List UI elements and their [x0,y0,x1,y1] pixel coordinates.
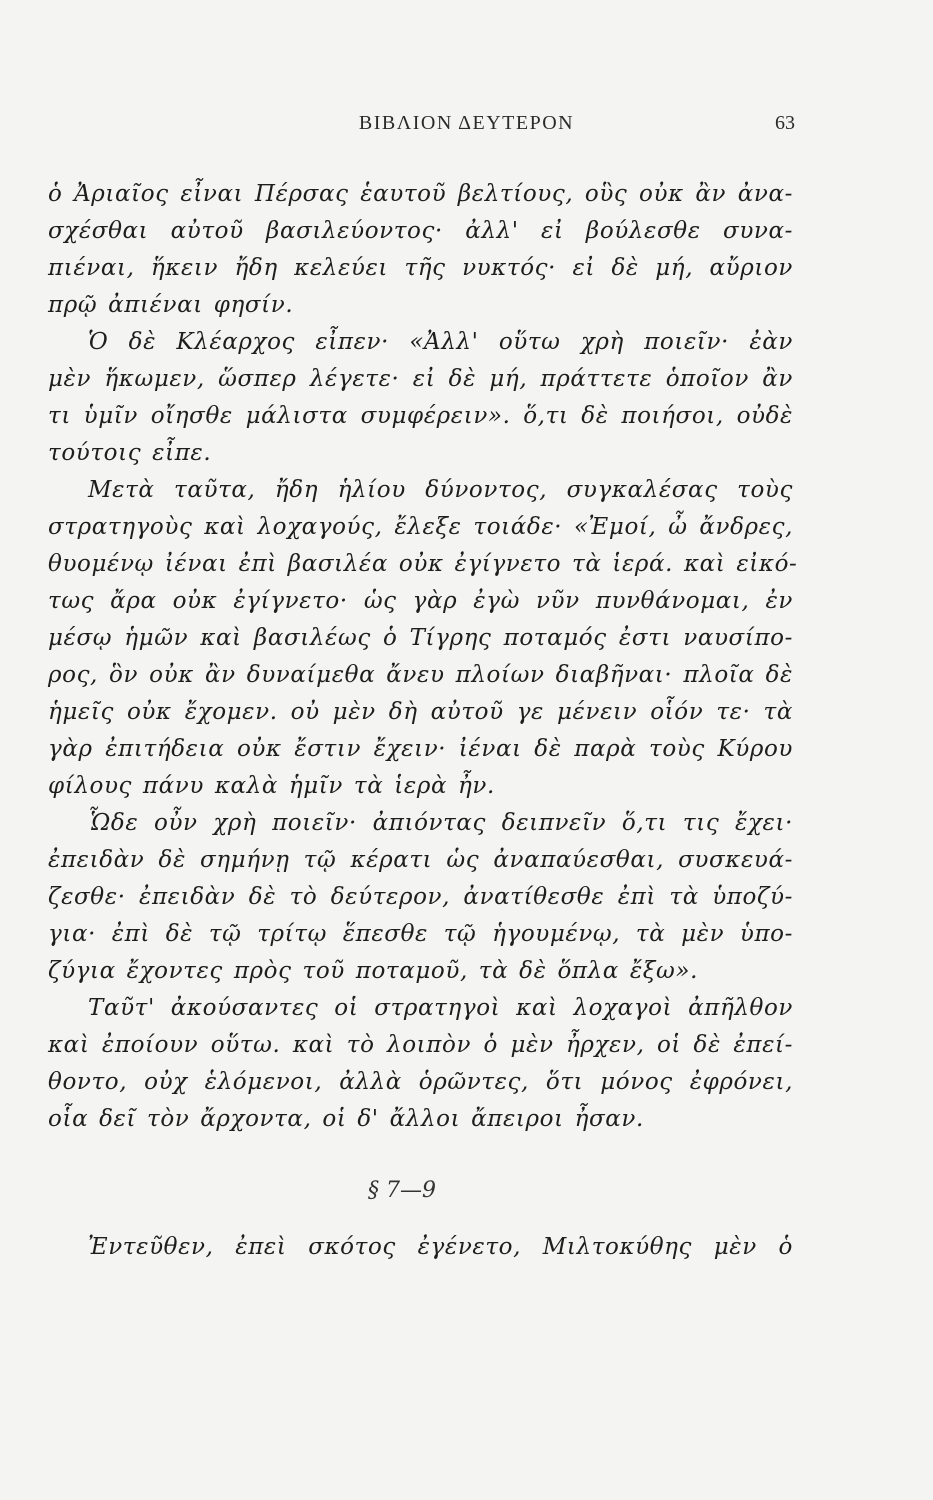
text-line: ἡμεῖς οὐκ ἔχομεν. οὐ μὲν δὴ αὐτοῦ γε μένειν οἷόν τε· τὰ [48,699,793,725]
page-number: 63 [775,112,795,134]
text-line: Ταῦτ' ἀκούσαντες οἱ στρατηγοὶ καὶ λοχαγοὶ ἀπῆλθον [88,995,793,1021]
text-line: Ὁ δὲ Κλέαρχος εἶπεν· «Ἀλλ' οὕτω χρὴ ποιεῖν· ἐὰν [88,329,793,355]
text-line: Ὧδε οὖν χρὴ ποιεῖν· ἀπιόντας δειπνεῖν ὅ,τι τις ἔχει· [88,810,793,836]
text-line: θοντο, οὐχ ἑλόμενοι, ἀλλὰ ὁρῶντες, ὅτι μόνος ἐφρόνει, [48,1069,793,1095]
running-title: ΒΙΒΛΙΟΝ ΔΕΥΤΕΡΟΝ [358,112,575,134]
text-line: σχέσθαι αὐτοῦ βασιλεύοντος· ἀλλ' εἰ βούλεσθε συνα- [48,218,793,244]
text-line: ὁ Ἀριαῖος εἶναι Πέρσας ἑαυτοῦ βελτίους, οὓς οὐκ ἂν ἀνα- [48,181,793,207]
text-line: θυομένῳ ἰέναι ἐπὶ βασιλέα οὐκ ἐγίγνετο τὰ ἱερά. καὶ εἰκό- [48,551,798,577]
text-block [48,176,798,1266]
text-line: καὶ ἐποίουν οὕτω. καὶ τὸ λοιπὸν ὁ μὲν ἦρχεν, οἱ δὲ ἐπεί- [48,1032,793,1058]
text-line: φίλους πάνυ καλὰ ἡμῖν τὰ ἱερὰ ἦν. [48,773,495,799]
text-line: στρατηγοὺς καὶ λοχαγούς, ἔλεξε τοιάδε· «Ἐμοί, ὦ ἄνδρες, [48,514,793,540]
text-line: Ἐντεῦθεν, ἐπεὶ σκότος ἐγένετο, Μιλτοκύθης μὲν ὁ [88,1234,793,1260]
text-line: μὲν ἥκωμεν, ὥσπερ λέγετε· εἰ δὲ μή, πράττετε ὁποῖον ἂν [48,366,793,392]
text-line: πρῷ ἀπιέναι φησίν. [48,292,294,318]
text-line: ζεσθε· ἐπειδὰν δὲ τὸ δεύτερον, ἀνατίθεσθε ἐπὶ τὰ ὑποζύ- [48,884,793,910]
text-line: τούτοις εἶπε. [48,440,212,466]
text-line: ζύγια ἔχοντες πρὸς τοῦ ποταμοῦ, τὰ δὲ ὅπλα ἔξω». [48,958,698,984]
text-line: για· ἐπὶ δὲ τῷ τρίτῳ ἕπεσθε τῷ ἡγουμένῳ, τὰ μὲν ὑπο- [48,921,793,947]
text-line: οἷα δεῖ τὸν ἄρχοντα, οἱ δ' ἄλλοι ἄπειροι ἦσαν. [48,1106,644,1132]
running-head [0,112,933,142]
text-line: τι ὑμῖν οἴησθε μάλιστα συμφέρειν». ὅ,τι δὲ ποιήσοι, οὐδὲ [48,403,793,429]
text-line: γὰρ ἐπιτήδεια οὐκ ἔστιν ἔχειν· ἰέναι δὲ παρὰ τοὺς Κύρου [48,736,793,762]
section-heading: § 7—9 [368,1178,436,1203]
text-line: μέσῳ ἡμῶν καὶ βασιλέως ὁ Τίγρης ποταμός ἐστι ναυσίπο- [48,625,793,651]
text-line: ἐπειδὰν δὲ σημήνῃ τῷ κέρατι ὡς ἀναπαύεσθαι, συσκευά- [48,847,793,873]
text-line: τως ἄρα οὐκ ἐγίγνετο· ὡς γὰρ ἐγὼ νῦν πυνθάνομαι, ἐν [48,588,793,614]
text-line: πιέναι, ἥκειν ἤδη κελεύει τῆς νυκτός· εἰ δὲ μή, αὔριον [48,255,793,281]
text-line: Μετὰ ταῦτα, ἤδη ἡλίου δύνοντος, συγκαλέσας τοὺς [88,477,793,503]
text-line: ρος, ὃν οὐκ ἂν δυναίμεθα ἄνευ πλοίων διαβῆναι· πλοῖα δὲ [48,662,793,688]
